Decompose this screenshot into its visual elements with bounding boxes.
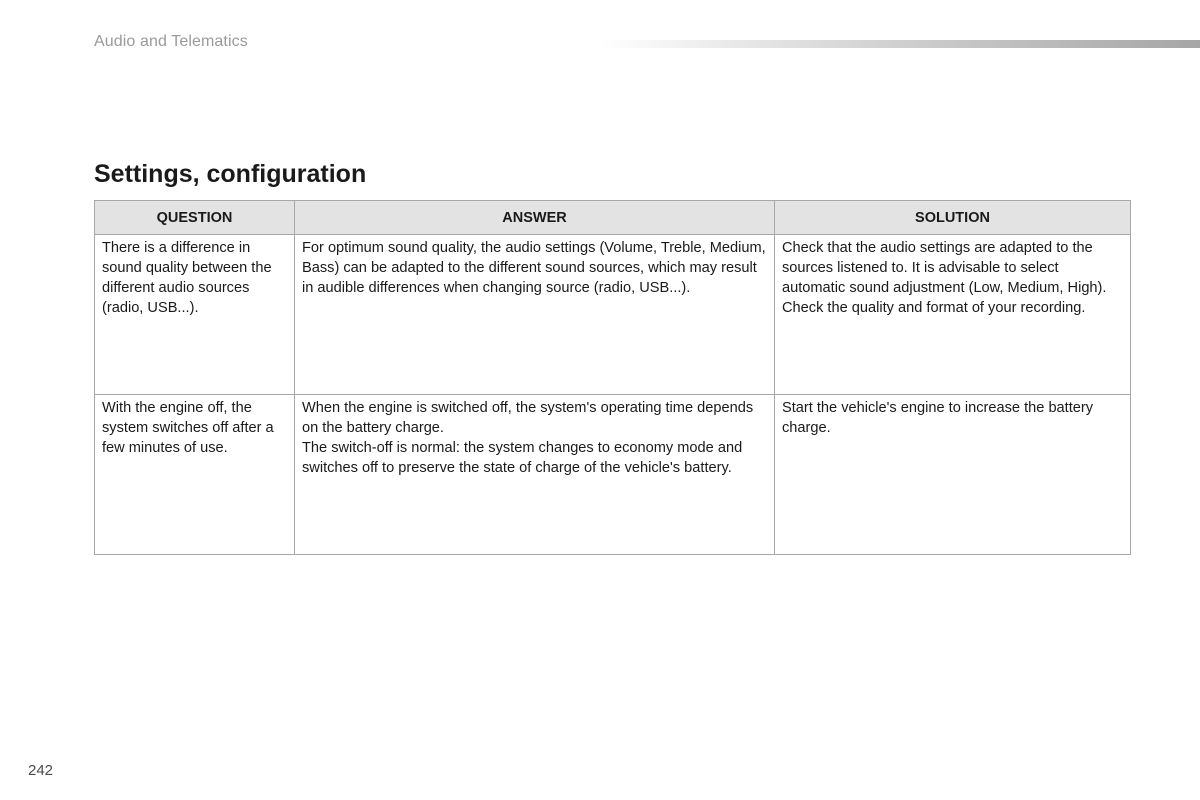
answer-cell: For optimum sound quality, the audio settings (Volume, Treble, Medium, Bass) can be adapted to the different sound sources, which may result in audible differences when changing source (radio, USB...).: [295, 235, 775, 395]
question-cell: There is a difference in sound quality between the different audio sources (radio, USB...).: [95, 235, 295, 395]
chapter-title: Audio and Telematics: [94, 33, 248, 50]
question-cell: With the engine off, the system switches off after a few minutes of use.: [95, 395, 295, 555]
header-gradient-bar: [600, 40, 1200, 48]
solution-cell: Start the vehicle's engine to increase the battery charge.: [775, 395, 1131, 555]
table-row: [95, 235, 1131, 395]
troubleshooting-table: [94, 200, 1131, 555]
solution-line: Check the quality and format of your recording.: [782, 300, 1086, 316]
table-row: [95, 395, 1131, 555]
column-header-solution: SOLUTION: [775, 201, 1131, 235]
answer-line: When the engine is switched off, the system's operating time depends on the battery charge.: [302, 400, 754, 436]
answer-cell: [295, 395, 775, 555]
column-header-answer: ANSWER: [295, 201, 775, 235]
solution-line: Check that the audio settings are adapted to the sources listened to. It is advisable to select automatic sound adjustment (Low, Medium, High).: [782, 240, 1107, 296]
section-title: Settings, configuration: [94, 160, 367, 188]
table-header-row: [95, 201, 1131, 235]
solution-cell: [775, 235, 1131, 395]
page-number: 242: [28, 762, 54, 779]
answer-line: The switch-off is normal: the system changes to economy mode and switches off to preserve the state of charge of the vehicle's battery.: [302, 440, 743, 476]
column-header-question: QUESTION: [95, 201, 295, 235]
